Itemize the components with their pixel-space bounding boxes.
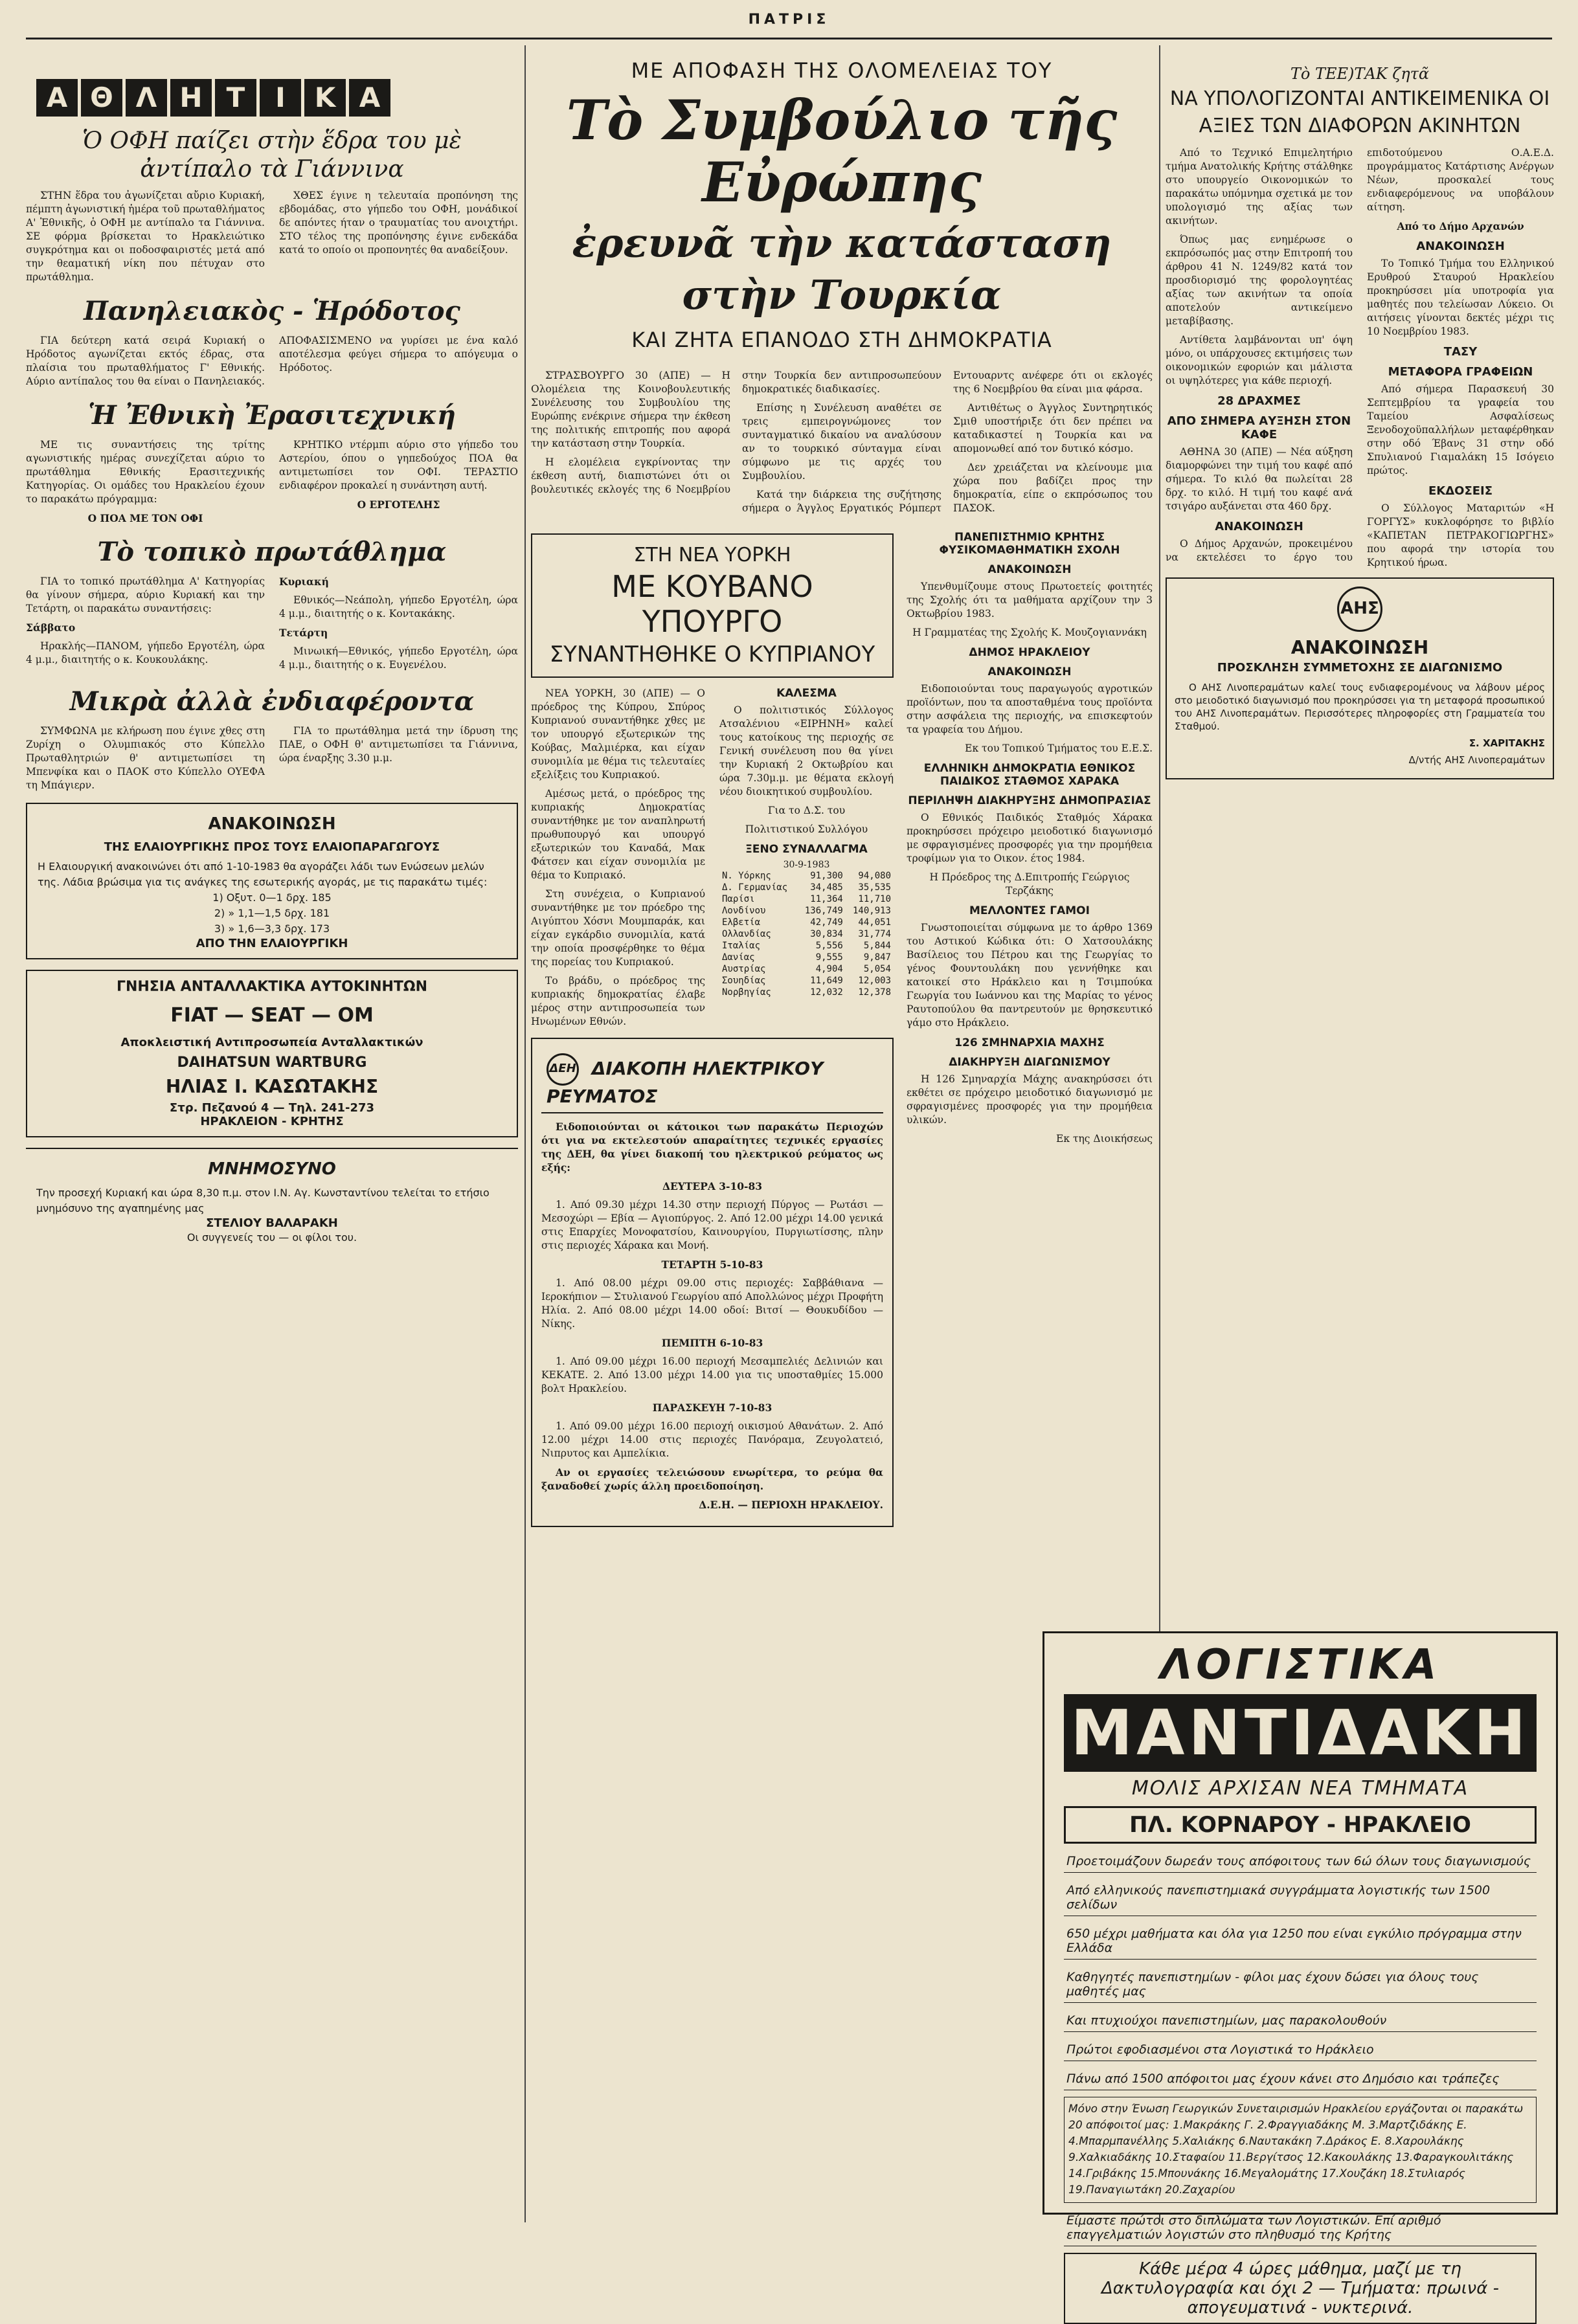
memorial-close: Οι συγγενείς του — οι φίλοι του. xyxy=(186,1231,357,1244)
logo-letter: Κ xyxy=(304,79,346,117)
edu-title: ΠΕΡΙΛΗΨΗ ΔΙΑΚΗΡΥΞΗΣ ΔΗΜΟΠΡΑΣΙΑΣ xyxy=(908,794,1151,807)
article-paragraph: Το βράδυ, ο πρόεδρος της κυπριακής δημοκρατίας έλαβε μέρος στην αντιπροσωπεία των Ηνωμένων Εθνών. xyxy=(531,975,705,1027)
middle-right-block xyxy=(907,524,1153,1536)
right-column xyxy=(1166,45,1554,1620)
article-paragraph: Όπως μας ενημέρωσε ο εκπρόσωπός μας στην Επιτροπή του άρθρου 41 Ν. 1249/82 κατά τον προσδιορισμό της φορολογητέας αξίας των ακινήτων τα οποία αποτελούν αντικείμενο μεταβίβασης. xyxy=(1166,234,1353,327)
rate-currency: Αυστρίας xyxy=(722,964,766,974)
ad-city: ΗΡΑΚΛΕΙΟΝ - ΚΡΗΤΗΣ xyxy=(200,1115,344,1128)
announcement-subtitle: ΤΗΣ ΕΛΑΙΟΥΡΓΙΚΗΣ ΠΡΟΣ ΤΟΥΣ ΕΛΑΙΟΠΑΡΑΓΩΓΟΥΣ xyxy=(104,840,440,854)
logistika-line: Προετοιμάζουν δωρεάν τους απόφοιτους των 6ώ όλων τους διαγωνισμούς xyxy=(1064,1850,1537,1873)
ny-article xyxy=(531,687,894,1029)
announcement-body: Η Ελαιουργική ανακοινώνει ότι από 1-10-1983 θα αγοράζει λάδι των Ενώσεων μελών της. Λάδια βρώσιμα για τις ανάγκες της εσωτερικής αγοράς, με τις παρακάτω τιμές: xyxy=(38,860,488,888)
rates-row xyxy=(719,940,894,952)
announcement-title: ΑΝΑΚΟΙΝΩΣΗ xyxy=(208,814,336,834)
ny-title-line: ΜΕ ΚΟΥΒΑΝΟ ΥΠΟΥΡΓΟ xyxy=(611,569,813,639)
ekdoseis-body: Ο Σύλλογος Ματαριτών «Η ΓΟΡΓΥΣ» κυκλοφόρησε το βιβλίο «ΚΑΠΕΤΑΝ ΠΕΤΡΑΚΟΓΙΩΡΓΗΣ» που αφορά την ιστορία του Κρητικού ήρωα. xyxy=(1367,502,1554,568)
dei-title-text: ΔΙΑΚΟΠΗ ΗΛΕΚΤΡΙΚΟΥ ΡΕΥΜΑΤΟΣ xyxy=(547,1058,824,1107)
article-paragraph: ΣΤΡΑΣΒΟΥΡΓΟ 30 (ΑΠΕ) — Η Ολομέλεια της Κοινοβουλευτικής Συνέλευσης του Συμβουλίου της Ευρώπης ενέκρινε σήμερα την έκθεση της πολιτικής επιτροπής που αφορά την κατάσταση στην Τουρκία. xyxy=(531,370,730,449)
smx-title: ΔΙΑΚΗΡΥΞΗ ΔΙΑΓΩΝΙΣΜΟΥ xyxy=(949,1056,1110,1069)
rates-title: ΞΕΝΟ ΣΥΝΑΛΛΑΓΜΑ xyxy=(745,843,868,856)
logo-letter: Ι xyxy=(260,79,301,117)
rate-value: 4,904 xyxy=(815,964,843,974)
tasy-body: Από σήμερα Παρασκευή 30 Σεπτεμβρίου τα γραφεία του Ταμείου Ασφαλίσεως Ξενοδοχοϋπαλλήλων μεταφέρθηκαν στην οδό Έβανς 31 στην οδό Σπυλιανού Γιαμαλάκη 15 Ισόγειο πρώτος. xyxy=(1367,383,1554,476)
article-paragraph: ΝΕΑ ΥΟΡΚΗ, 30 (ΑΠΕ) — Ο πρόεδρος της Κύπρου, Σπύρος Κυπριανού συναντήθηκε χθες με τον υπουργό εξωτερικών της Κούβας, Μαλμιέρκα, και είχαν συνομιλία με θέμα τις τελευταίες εξελίξεις του Κυπριακού. xyxy=(531,687,705,781)
rate-currency: Ολλανδίας xyxy=(722,929,771,939)
memorial-notice xyxy=(26,1148,518,1253)
rate-value: 9,555 xyxy=(815,952,843,963)
logistika-extra: Είμαστε πρώτοι στο διπλώματα των Λογιστικών. Επί αριθμό επαγγελματιών λογιστών στο πληθυσμό της Κρήτης xyxy=(1064,2209,1537,2246)
ahs-title: ΑΝΑΚΟΙΝΩΣΗ xyxy=(1291,637,1429,658)
logistika-footer: Κάθε μέρα 4 ώρες μάθημα, μαζί με τη Δακτυλογραφία και όχι 2 — Τμήματα: πρωινά - απογευματινά - νυκτερινά. xyxy=(1064,2253,1537,2324)
dei-day-text: 1. Από 09.30 μέχρι 14.30 στην περιοχή Πύργος — Ρωτάσι — Μεσοχώρι — Εβία — Αγιοπύργος. 2. Από 12.00 μέχρι 14.00 γενικά στις Επαρχίες Μονοφατσίου, Καινουργίου, Πυργιωτίσσης, πλην στις περιοχές Χάρακα και Μονή. xyxy=(541,1199,883,1251)
masthead-title: ΠΑΤΡΙΣ xyxy=(748,12,830,28)
dei-warning: Αν οι εργασίες τελειώσουν ενωρίτερα, το ρεύμα θα ξαναδοθεί χωρίς άλλη προειδοποίηση. xyxy=(541,1466,883,1492)
lead-subhead: ΚΑΙ ΖΗΤΑ ΕΠΑΝΟΔΟ ΣΤΗ ΔΗΜΟΚΡΑΤΙΑ xyxy=(631,328,1052,352)
rate-value: 12,003 xyxy=(858,976,891,986)
article-paragraph: Επίσης η Συνέλευση αναθέτει σε τρεις εμπειρογνώμονες τον συνταγματικό δικαίου να αναλύσουν αν το τουρκικό σύνταγμα είναι σύμφωνο με τις αρχές του Συμβουλίου. xyxy=(742,402,941,482)
kalesma-title: ΚΑΛΕΣΜΑ xyxy=(776,687,837,700)
dei-notice xyxy=(531,1038,894,1527)
article-paragraph: Αμέσως μετά, ο πρόεδρος της κυπριακής Δημοκρατίας συναντήθηκε με τον αναπληρωτή πρωθυπουργό και υπουργό εξωτερικών του Καναδά, Μακ Φάτσεν και είχαν συνομιλία με θέμα το Κυπριακό. xyxy=(531,788,705,881)
teetak-headline: ΝΑ ΥΠΟΛΟΓΙΖΟΝΤΑΙ ΑΝΤΙΚΕΙΜΕΝΙΚΑ ΟΙ ΑΞΙΕΣ ΤΩΝ ΔΙΑΦΟΡΩΝ ΑΚΙΝΗΤΩΝ xyxy=(1169,87,1550,137)
teetak-kicker: Τὸ ΤΕΕ)ΤΑΚ ζητᾶ xyxy=(1290,65,1430,83)
middle-left-block xyxy=(531,524,894,1536)
article-paragraph: Η ελομέλεια εγκρίνοντας την έκθεση αυτή, διαπιστώνει ότι οι βουλευτικές εκλογές της 6 Νοεμβρίου στην Τουρκία δεν αντιπροσωπεύουν δημοκρατικές διαδικασίες. xyxy=(531,370,941,495)
article-paragraph: ΓΙΑ το πρωτάθλημα μετά την ίδρυση της ΠΑΕ, ο ΟΦΗ θ' αντιμετωπίσει τα Γιάννινα, ώρα έναρξης 3.30 μ.μ. xyxy=(279,725,518,764)
sports-article xyxy=(26,724,518,792)
article-paragraph: ΓΙΑ δεύτερη κατά σειρά Κυριακή ο Ηρόδοτος αγωνίζεται εκτός έδρας, στα πλαίσια του πρωταθλήματος Γ' Εθνικής. Αύριο αντίπαλος του θα είναι ο Πανηλειακός. ΑΠΟΦΑΣΙΣΜΕΝΟ να γυρίσει με ένα καλό αποτέλεσμα φεύγει σήμερα το απόγευμα ο Ηρόδοτος. xyxy=(26,335,518,387)
rates-row xyxy=(719,870,894,882)
article-paragraph: Δεν χρειάζεται να κλείνουμε μια χώρα που βαδίζει προς την δημοκρατία, είπε ο εκπρόσωπος του ΠΑΣΟΚ. xyxy=(953,462,1153,514)
logo-letter: Α xyxy=(36,79,78,117)
rates-row xyxy=(719,928,894,940)
rates-row xyxy=(719,905,894,917)
rate-currency: Λονδίνου xyxy=(722,906,766,916)
rates-date: 30-9-1983 xyxy=(783,860,830,870)
rate-value: 11,364 xyxy=(810,894,843,904)
rate-value: 11,710 xyxy=(858,894,891,904)
ad-brands: FIAT — SEAT — OM xyxy=(170,1004,374,1027)
dei-day: ΤΕΤΑΡΤΗ 5-10-83 xyxy=(661,1258,763,1271)
oil-announcement xyxy=(26,803,518,959)
logistika-line: Πάνω από 1500 απόφοιτοι μας έχουν κάνει στο Δημόσιο και τράπεζες xyxy=(1064,2068,1537,2090)
rate-value: 34,485 xyxy=(810,882,843,893)
university-body: Υπενθυμίζουμε στους Πρωτοετείς φοιτητές της Σχολής ότι τα μαθήματα αρχίζουν την 3 Οκτωβρίου 1983. xyxy=(907,581,1153,620)
ad-address: Στρ. Πεζανού 4 — Τηλ. 241-273 xyxy=(169,1101,375,1115)
coffee-body: ΑΘΗΝΑ 30 (ΑΠΕ) — Νέα αύξηση διαμορφώνει την τιμή του καφέ από σήμερα. Το κιλό θα πωλείται 28 δρχ. το κιλό. Η τιμή του καφέ ανά τσιγάρο αυξάνεται στα 460 δρχ. xyxy=(1166,446,1353,512)
lead-kicker: ΜΕ ΑΠΟΦΑΣΗ ΤΗΣ ΟΛΟΜΕΛΕΙΑΣ ΤΟΥ xyxy=(631,58,1053,83)
sports-article xyxy=(26,334,518,388)
article-paragraph: Από το Τεχνικό Επιμελητήριο τμήμα Ανατολικής Κρήτης στάλθηκε στο υπουργείο Οικονομικών το παρακάτω υπόμνημα σχετικά με τον υπολογισμό της αξίας των ακινήτων. xyxy=(1166,147,1353,227)
rate-value: 12,378 xyxy=(858,987,891,998)
logistika-address: ΠΛ. ΚΟΡΝΑΡΟΥ - ΗΡΑΚΛΕΙΟ xyxy=(1064,1806,1537,1844)
rate-value: 5,556 xyxy=(815,941,843,951)
rate-value: 12,032 xyxy=(810,987,843,998)
ahs-body: Ο ΑΗΣ Λινοπεραμάτων καλεί τους ενδιαφερομένους να λάβουν μέρος στο μειοδοτικό διαγωνισμό που προκηρύσσει για τη μεταφορά προσωπικού του ΑΗΣ Λινοπεραμάτων. Περισσότερες πληροφορίες στη Γραμματεία του Σταθμού. xyxy=(1175,682,1545,732)
dei-signature: Δ.Ε.Η. — ΠΕΡΙΟΧΗ ΗΡΑΚΛΕΙΟΥ. xyxy=(699,1499,883,1511)
sports-column xyxy=(26,45,518,2222)
rate-currency: Ελβετία xyxy=(722,917,761,928)
coffee-title: ΑΠΟ ΣΗΜΕΡΑ ΑΥΞΗΣΗ ΣΤΟΝ ΚΑΦΕ xyxy=(1167,414,1351,441)
sports-headline: Πανηλειακὸς - Ἡρόδοτος xyxy=(84,296,460,326)
ad-line: Αποκλειστική Αντιπροσωπεία Ανταλλακτικών xyxy=(120,1036,423,1049)
rate-value: 30,834 xyxy=(810,929,843,939)
rate-currency: Δανίας xyxy=(722,952,755,963)
lead-article xyxy=(531,369,1153,515)
coffee-kicker: 28 ΔΡΑΧΜΕΣ xyxy=(1217,394,1301,408)
price-line: 3) » 1,6—3,3 δρχ. 173 xyxy=(214,922,330,935)
middle-lower xyxy=(531,524,1153,1536)
right-articles xyxy=(1166,146,1554,570)
logo-letter: Η xyxy=(170,79,212,117)
fixture-text: Εθνικός—Νεάπολη, γήπεδο Εργοτέλη, ώρα 4 μ.μ., διαιτητής ο κ. Κοντακάκης. xyxy=(279,594,518,620)
rate-currency: Ιταλίας xyxy=(722,941,761,951)
logistika-graduates-list: Μόνο στην Ένωση Γεωργικών Συνεταιρισμών Ηρακλείου εργάζονται οι παρακάτω 20 απόφοιτοί μας: 1.Μακράκης Γ. 2.Φραγγιαδάκης Μ. 3.Μαρτζιδάκης Ε. 4.Μπαρμπανέλλης 5.Χαλιάκης 6.Ναυτακάκη 7.Δράκος Ε. 8.Χαρουλάκης 9.Χαλκιαδάκης 10.Σταφαίου 11.Βεργίτσος 12.Κακουλάκης 13.Φαραγκουλιτάκης 14.Γριβάκης 15.Μπουνάκης 16.Μεγαλομάτης 17.Χουζάκη 18.Στυλιαρός 19.Παναγιωτάκη 20.Ζαχαρίου xyxy=(1064,2097,1537,2203)
price-line: 2) » 1,1—1,5 δρχ. 181 xyxy=(214,907,330,919)
logistika-line: Πρώτοι εφοδιασμένοι στα Λογιστικά το Ηράκλειο xyxy=(1064,2039,1537,2061)
logistika-name: ΜΑΝΤΙΔΑΚΗ xyxy=(1064,1694,1537,1772)
sports-headline: Τὸ τοπικὸ πρωτάθλημα xyxy=(97,537,447,567)
logistika-ad xyxy=(1043,1631,1558,2318)
rate-value: 31,774 xyxy=(858,929,891,939)
fixtures-article xyxy=(26,575,518,675)
rate-value: 5,844 xyxy=(863,941,891,951)
ahs-signature: Σ. ΧΑΡΙΤΑΚΗΣ xyxy=(1469,737,1545,749)
rates-row xyxy=(719,987,894,998)
article-paragraph: ΣΤΗΝ ἕδρα του ἀγωνίζεται αὔριο Κυριακή, πέμπτη ἀγωνιστική ἡμέρα τοῦ πρωταθλήματος Α' Ἐθνικῆς, ὁ ΟΦΗ με αντίπαλο τα Γιάννινα. ΣΕ φόρμα βρίσκεται το Ηρακλειώτικο συγκρότημα και οι ποδοσφαιριστές μετά από την θεαματική νίκη που πέτυχαν στο πρωτάθλημα. xyxy=(26,190,265,283)
rates-row xyxy=(719,952,894,963)
rates-row xyxy=(719,963,894,975)
logistika-line: Καθηγητές πανεπιστημίων - φίλοι μας έχουν δώσει για όλους τους μαθητές μας xyxy=(1064,1966,1537,2003)
rate-value: 136,749 xyxy=(804,906,843,916)
lead-headline-2: ἐρευνᾶ τὴν κατάσταση στὴν Τουρκία xyxy=(572,219,1112,318)
rate-currency: Δ. Γερμανίας xyxy=(722,882,788,893)
match-heading: Ο ΠΟΑ ΜΕ ΤΟΝ ΟΦΙ xyxy=(87,512,203,524)
logo-letter: Α xyxy=(349,79,390,117)
edu-header: ΕΛΛΗΝΙΚΗ ΔΗΜΟΚΡΑΤΙΑ ΕΘΝΙΚΟΣ ΠΑΙΔΙΚΟΣ ΣΤΑΘΜΟΣ ΧΑΡΑΚΑ xyxy=(923,762,1136,788)
sports-headline: Ἡ Ἐθνικὴ Ἐρασιτεχνική xyxy=(88,400,456,430)
ny-title-line: ΣΤΗ ΝΕΑ ΥΟΡΚΗ xyxy=(633,544,791,566)
smx-signature: Εκ της Διοικήσεως xyxy=(1056,1133,1153,1145)
rate-value: 140,913 xyxy=(852,906,891,916)
fixture-text: Ηρακλής—ΠΑΝΟΜ, γήπεδο Εργοτέλη, ώρα 4 μ.μ., διαιτητής ο κ. Κουκουλάκης. xyxy=(26,640,265,665)
rate-value: 94,080 xyxy=(858,871,891,881)
logo-letter: Θ xyxy=(81,79,122,117)
ad-line: ΓΝΗΣΙΑ ΑΝΤΑΛΛΑΚΤΙΚΑ ΑΥΤΟΚΙΝΗΤΩΝ xyxy=(116,979,428,995)
fixture-day: Τετάρτη xyxy=(279,627,328,639)
rate-currency: Ν. Υόρκης xyxy=(722,871,771,881)
sports-article xyxy=(26,189,518,284)
article-paragraph: Κατά την διάρκεια της συζήτησης σήμερα ο Άγγλος Εργατικός Ρόμπερτ Εντουαρντς ανέφερε ότι οι εκλογές της 6 Νοεμβρίου θα είναι μια φάρσα. xyxy=(742,370,1153,514)
rate-currency: Νορβηγίας xyxy=(722,987,771,998)
announcement-signature: ΑΠΟ ΤΗΝ ΕΛΑΙΟΥΡΓΙΚΗ xyxy=(196,937,348,950)
dei-day-text: 1. Από 09.00 μέχρι 16.00 περιοχή οικισμού Αθανάτων. 2. Από 12.00 μέχρι 14.00 στις περιοχές Πανόραμα, Ζευγολατειό, Νιπρυτος και Αμπελίκια. xyxy=(541,1420,883,1459)
ny-title xyxy=(541,544,883,667)
archanes-body: Ο Δήμος Αρχανών, προκειμένου να εκτελέσει το έργο του επιδοτούμενου Ο.Α.Ε.Δ. προγράμματος Κατάρτισης Ανέργων Νέων, προσκαλεί τους ενδιαφερόμενους να υποβάλουν αίτηση. xyxy=(1166,147,1554,563)
logistika-line: Από ελληνικούς πανεπιστημιακά συγγράμματα λογιστικής των 1500 σελίδων xyxy=(1064,1879,1537,1916)
rate-value: 44,051 xyxy=(858,917,891,928)
teetak-article xyxy=(1166,65,1554,140)
dei-intro: Ειδοποιούνται οι κάτοικοι των παρακάτω Περιοχών ότι για να εκτελεστούν απαραίτητες τεχνικές εργασίες της ΔΕΗ, θα γίνει διακοπή του ηλεκτρικού ρεύματος ως εξής: xyxy=(541,1121,883,1174)
sports-headline: Ὁ ΟΦΗ παίζει στὴν ἕδρα του μὲ ἀντίπαλο τὰ Γιάννινα xyxy=(82,128,462,183)
rate-value: 11,649 xyxy=(810,976,843,986)
exchange-rates-table xyxy=(719,870,894,998)
ekdoseis-title: ΕΚΔΟΣΕΙΣ xyxy=(1428,484,1493,498)
logistika-line: 650 μέχρι μαθήματα και όλα για 1250 που είναι εγκύλιο πρόγραμμα στην Ελλάδα xyxy=(1064,1923,1537,1960)
memorial-body: Την προσεχή Κυριακή και ώρα 8,30 π.μ. στον Ι.Ν. Αγ. Κωνσταντίνου τελείται το ετήσιο μνημόσυνο της αγαπημένης μας xyxy=(36,1187,490,1214)
redcross-title: ΑΝΑΚΟΙΝΩΣΗ xyxy=(1416,240,1505,253)
rate-value: 91,300 xyxy=(810,871,843,881)
article-paragraph: ΚΡΗΤΙΚΟ ντέρμπι αύριο στο γήπεδο του Αστερίου, όπου ο γηπεδούχος ΠΟΑ θα αντιμετωπίσει τον ΟΦΙ. ΤΕΡΑΣΤΙΟ ενδιαφέρον προκαλεί η συνάντηση αυτή. xyxy=(279,439,518,491)
sports-headline: Μικρὰ ἀλλὰ ἐνδιαφέροντα xyxy=(69,686,475,717)
rate-currency: Παρίσι xyxy=(722,894,755,904)
dei-day: ΠΕΜΠΤΗ 6-10-83 xyxy=(661,1337,763,1349)
edu-body: Ο Εθνικός Παιδικός Σταθμός Χάρακα προκηρύσσει πρόχειρο μειοδοτικό διαγωνισμό με σφραγισμένες προσφορές για την προμήθεια τροφίμων για το Οικον. έτος 1984. xyxy=(907,812,1153,864)
dei-day-text: 1. Από 08.00 μέχρι 09.00 στις περιοχές: Σαββάθιανα — Ιεροκήπιον — Στυλιανού Γεωργίου από Απολλώνος μέχρι Προφήτη Ηλία. 2. Από 08.00 μέχρι 14.00 οδοί: Βιτσί — Θουκυδίδου — Νίκης. xyxy=(541,1277,883,1330)
kalesma-signature: Πολιτιστικού Συλλόγου xyxy=(745,823,868,835)
fixture-text: Μινωική—Εθνικός, γήπεδο Εργοτέλη, ώρα 4 μ.μ., διαιτητής ο κ. Ευγενέλου. xyxy=(279,645,518,671)
fixture-day: Κυριακή xyxy=(279,575,329,588)
logistika-title: ΛΟΓΙΣΤΙΚΑ xyxy=(1160,1641,1441,1689)
rate-value: 9,847 xyxy=(863,952,891,963)
ny-article-box xyxy=(531,533,894,678)
marriage-title: ΜΕΛΛΟΝΤΕΣ ΓΑΜΟΙ xyxy=(969,904,1090,917)
smx-header: 126 ΣΜΗΝΑΡΧΙΑ ΜΑΧΗΣ xyxy=(954,1036,1105,1049)
kalesma-body: Ο πολιτιστικός Σύλλογος Ατσαλένιου «ΕΙΡΗΝΗ» καλεί τους κατοίκους της περιοχής σε Γενική συνέλευση που θα γίνει την Κυριακή 2 Οκτωβρίου και ώρα 7.30μ.μ. με θέματα εκλογή νέου διοικητικού συμβουλίου. xyxy=(719,704,894,798)
logistika-line: Και πτυχιούχοι πανεπιστημίων, μας παρακολουθούν xyxy=(1064,2009,1537,2032)
ahs-subtitle: ΠΡΟΣΚΛΗΣΗ ΣΥΜΜΕΤΟΧΗΣ ΣΕ ΔΙΑΓΩΝΙΣΜΟ xyxy=(1217,661,1503,675)
rates-row xyxy=(719,975,894,987)
smx-body: Η 126 Σμηναρχία Μάχης ανακηρύσσει ότι εκθέτει σε πρόχειρο μειοδοτικό διαγωνισμό με σφραγισμένες προσφορές για την προμήθεια υλικών. xyxy=(907,1073,1153,1126)
article-paragraph: Αντίθετα λαμβάνονται υπ' όψη μόνο, οι υπάρχουσες εκτιμήσεις των οικονομικών εφοριών και μάλιστα οι υψηλότερες για κάθε περιοχή. xyxy=(1166,334,1353,386)
archanes-title: ΑΝΑΚΟΙΝΩΣΗ xyxy=(1215,520,1303,533)
logo-letter: Λ xyxy=(126,79,167,117)
rate-value: 35,535 xyxy=(858,882,891,893)
article-paragraph: Στη συνέχεια, ο Κυπριανού συναντήθηκε με τον πρόεδρο της Αιγύπτου Χόσνι Μουμπαράκ, και είχαν εγκάρδιο συνομιλία, κατά την οποία προσφέρθηκε το θέμα της πορείας του Κυπριακού. xyxy=(531,888,705,968)
dei-header xyxy=(541,1048,883,1113)
logo-letter: Τ xyxy=(215,79,256,117)
article-paragraph: ΓΙΑ το τοπικό πρωτάθλημα Α' Κατηγορίας θα γίνουν σήμερα, αύριο Κυριακή και την Τετάρτη, οι παρακάτω συναντήσεις: xyxy=(26,575,265,614)
rates-row xyxy=(719,893,894,905)
logistika-lines xyxy=(1044,1850,1556,2090)
dei-day-text: 1. Από 09.00 μέχρι 16.00 περιοχή Μεσαμπελιές Δελινιών και ΚΕΚΑΤΕ. 2. Από 13.00 μέχρι 14.00 για τις υποσταθμίες 15.000 βολτ Ηρακλείου. xyxy=(541,1356,883,1394)
column-divider xyxy=(524,45,526,2222)
article-paragraph: Αντιθέτως ο Άγγλος Συντηρητικός Σμιθ υποστήριξε ότι δεν πρέπει να καταδικαστεί η Τουρκία και να απομονωθεί από τον δυτικό κόσμο. xyxy=(953,402,1153,454)
kalesma-signature: Για το Δ.Σ. του xyxy=(767,805,846,816)
masthead xyxy=(0,0,1578,39)
municipality-signature: Εκ του Τοπικού Τμήματος του Ε.Ε.Σ. xyxy=(965,743,1153,754)
ahs-signature-role: Δ/ντής ΑΗΣ Λινοπεραμάτων xyxy=(1408,754,1545,766)
rates-row xyxy=(719,917,894,928)
dei-logo-icon: ΔΕΗ xyxy=(547,1053,579,1086)
dei-day: ΔΕΥΤΕΡΑ 3-10-83 xyxy=(662,1180,763,1192)
municipality-header: ΔΗΜΟΣ ΗΡΑΚΛΕΙΟΥ xyxy=(969,646,1090,659)
memorial-title: ΜΝΗΜΟΣΥΝΟ xyxy=(208,1159,336,1179)
article-paragraph: ΣΥΜΦΩΝΑ με κλήρωση που έγινε χθες στη Ζυρίχη ο Ολυμπιακός στο Κύπελλο Πρωταθλητριών θ' αντιμετωπίσει τη Μπενφίκα και ο ΠΑΟΚ στο Κύπελλο ΟΥΕΦΑ τη Μπάγιερν. xyxy=(26,725,265,791)
match-heading: Ο ΕΡΓΟΤΕΛΗΣ xyxy=(357,498,440,511)
article-paragraph: ΜΕ τις συναντήσεις της τρίτης αγωνιστικής ημέρας συνεχίζεται αύριο το πρωτάθλημα Εθνικής Ερασιτεχνικής Κατηγορίας. Οι ομάδες του Ηρακλείου έχουν το παρακάτω πρόγραμμα: xyxy=(26,439,265,505)
price-line: 1) Οξυτ. 0—1 δρχ. 185 xyxy=(212,891,332,904)
sports-article xyxy=(26,438,518,525)
rate-value: 5,054 xyxy=(863,964,891,974)
redcross-body: Το Τοπικό Τμήμα του Ελληνικού Ερυθρού Σταυρού Ηρακλείου προκηρύσσει μία υποτροφία για μαθητές που τελείωσαν Λύκειο. Οι αιτήσεις γίνονται δεκτές μέχρι τις 10 Νοεμβρίου 1983. xyxy=(1367,258,1554,337)
ahs-logo-icon: ΑΗΣ xyxy=(1337,587,1382,632)
logistika-sub: ΜΟΛΙΣ ΑΡΧΙΣΑΝ ΝΕΑ ΤΜΗΜΑΤΑ xyxy=(1131,1777,1469,1800)
marriage-body: Γνωστοποιείται σύμφωνα με το άρθρο 1369 του Αστικού Κώδικα ότι: Ο Χατσουλάκης Βασίλειος του Πέτρου και της Γεωργίας το γένος Φουντουλάκη που γεννήθηκε και κατοικεί στο Ηράκλειο και η Τσιμπούκα Γεωργία του Ιωάννου και της Μαρίας το γένος Ραυτοπούλου θα παντρευτούν με θρησκευτικό γάμο στο Ηράκλειο. xyxy=(907,922,1153,1029)
memorial-name: ΣΤΕΛΙΟΥ ΒΑΛΑΡΑΚΗ xyxy=(206,1216,338,1230)
tasy-header: ΤΑΣΥ xyxy=(1443,345,1478,359)
lead-headline: Τὸ Συμβούλιο τῆς Εὐρώπης xyxy=(566,88,1118,214)
archanes-signature: Από το Δήμο Αρχανών xyxy=(1397,220,1524,232)
edu-signature: Η Πρόεδρος της Δ.Επιτροπής Γεώργιος Τερζάκης xyxy=(929,871,1130,897)
municipality-body: Ειδοποιούνται τους παραγωγούς αγροτικών προϊόντων, που τα αποσταθμένα τους προϊόντα στην ασφάλεια της περιοχής, να επισκεφτούν τα γραφεία του Δήμου. xyxy=(907,683,1153,735)
ny-title-line: ΣΥΝΑΝΤΗΘΗΚΕ Ο ΚΥΠΡΙΑΝΟΥ xyxy=(549,642,875,667)
university-signature: Η Γραμματέας της Σχολής Κ. Μουζογιαννάκη xyxy=(912,627,1147,638)
rate-value: 42,749 xyxy=(810,917,843,928)
university-header: ΠΑΝΕΠΙΣΤΗΜΙΟ ΚΡΗΤΗΣ ΦΥΣΙΚΟΜΑΘΗΜΑΤΙΚΗ ΣΧΟΛΗ xyxy=(939,531,1120,557)
auto-parts-ad xyxy=(26,970,518,1137)
rate-currency: Σουηδίας xyxy=(722,976,766,986)
fixture-day: Σάββατο xyxy=(26,621,76,634)
rates-row xyxy=(719,882,894,893)
top-rule xyxy=(26,38,1552,39)
article-paragraph: ΧΘΕΣ έγινε η τελευταία προπόνηση της εβδομάδας, στο γήπεδο του ΟΦΗ, μονάδικοί δε απόντες ήταν ο τραυματίας του ανοιχτήρι. ΣΤΟ τέλος της προπόνησης έγινε ενδεκάδα κατά το οποίο οι προπονητές θα αναδείξουν. xyxy=(279,190,518,256)
municipality-title: ΑΝΑΚΟΙΝΩΣΗ xyxy=(987,665,1072,678)
sports-section-logo xyxy=(36,79,518,117)
ahs-announcement xyxy=(1166,577,1554,779)
tasy-title: ΜΕΤΑΦΟΡΑ ΓΡΑΦΕΙΩΝ xyxy=(1388,365,1533,379)
ad-line: DAIHATSUN WARTBURG xyxy=(177,1055,367,1071)
dei-day: ΠΑΡΑΣΚΕΥΗ 7-10-83 xyxy=(652,1402,772,1414)
dei-schedule xyxy=(541,1179,883,1460)
university-title: ΑΝΑΚΟΙΝΩΣΗ xyxy=(987,563,1072,576)
ad-owner: ΗΛΙΑΣ Ι. ΚΑΣΩΤΑΚΗΣ xyxy=(165,1076,379,1097)
